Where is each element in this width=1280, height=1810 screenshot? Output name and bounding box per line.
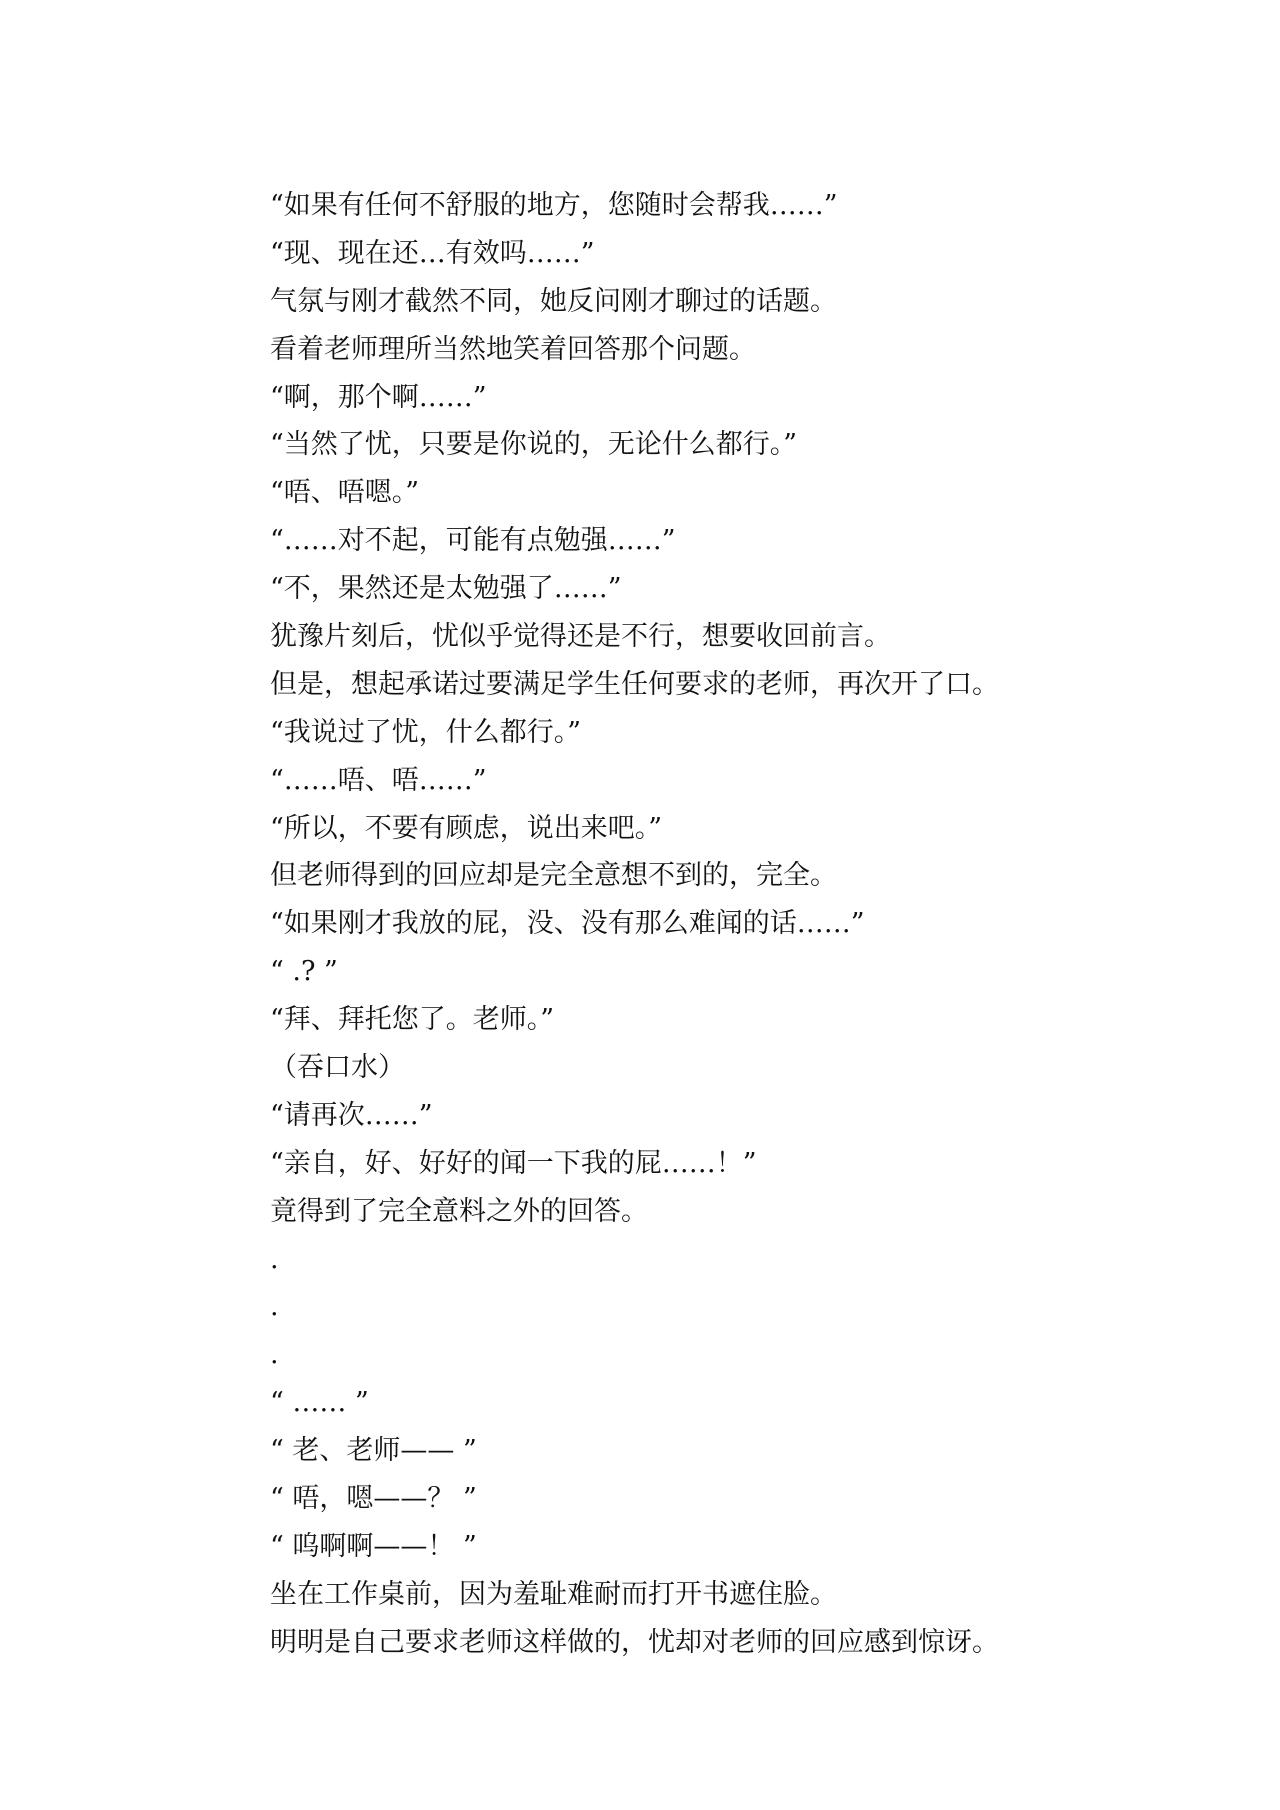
text-line: 坐在工作桌前，因为羞耻难耐而打开书遮住脸。	[270, 1578, 837, 1610]
text-line: “所以，不要有顾虑，说出来吧。”	[270, 812, 663, 844]
text-line: “现、现在还…有效吗……”	[270, 237, 595, 269]
text-line: “当然了忧，只要是你说的，无论什么都行。”	[270, 429, 798, 461]
text-block	[270, 182, 1270, 1667]
text-line: .	[270, 1339, 279, 1371]
text-line: “ 呜啊啊——！ ”	[270, 1530, 477, 1562]
text-line: “如果有任何不舒服的地方，您随时会帮我……”	[270, 190, 838, 221]
text-line: “ 唔，嗯——？ ”	[270, 1483, 477, 1515]
text-line: “唔、唔嗯。”	[270, 477, 420, 509]
text-line: 但是，想起承诺过要满足学生任何要求的老师，再次开了口。	[270, 668, 999, 700]
text-line: 竟得到了完全意料之外的回答。	[270, 1195, 648, 1227]
text-line: “ 老、老师—— ”	[270, 1435, 477, 1467]
text-line: “拜、拜托您了。老师。”	[270, 1004, 555, 1036]
text-line: .	[270, 1243, 279, 1275]
text-line: 看着老师理所当然地笑着回答那个问题。	[270, 333, 756, 365]
text-line: .	[270, 1291, 279, 1323]
text-line: “我说过了忧，什么都行。”	[270, 716, 582, 748]
text-line: “请再次……”	[270, 1099, 433, 1131]
text-line: 明明是自己要求老师这样做的，忧却对老师的回应感到惊讶。	[270, 1626, 999, 1658]
text-line: “啊，那个啊……”	[270, 381, 487, 413]
text-line: “亲自，好、好好的闻一下我的屁……！”	[270, 1147, 757, 1179]
text-line: “如果刚才我放的屁，没、没有那么难闻的话……”	[270, 908, 865, 940]
text-line: （吞口水）	[270, 1052, 405, 1084]
text-line: 犹豫片刻后，忧似乎觉得还是不行，想要收回前言。	[270, 621, 891, 653]
text-line: “ …… ”	[270, 1387, 369, 1419]
text-line: “ .? ”	[270, 956, 338, 988]
text-line: 但老师得到的回应却是完全意想不到的，完全。	[270, 860, 837, 892]
text-line: “……对不起，可能有点勉强……”	[270, 525, 676, 557]
text-line: “不，果然还是太勉强了……”	[270, 573, 622, 605]
text-line: 气氛与刚才截然不同，她反问刚才聊过的话题。	[270, 285, 837, 317]
text-line: “……唔、唔……”	[270, 764, 487, 796]
